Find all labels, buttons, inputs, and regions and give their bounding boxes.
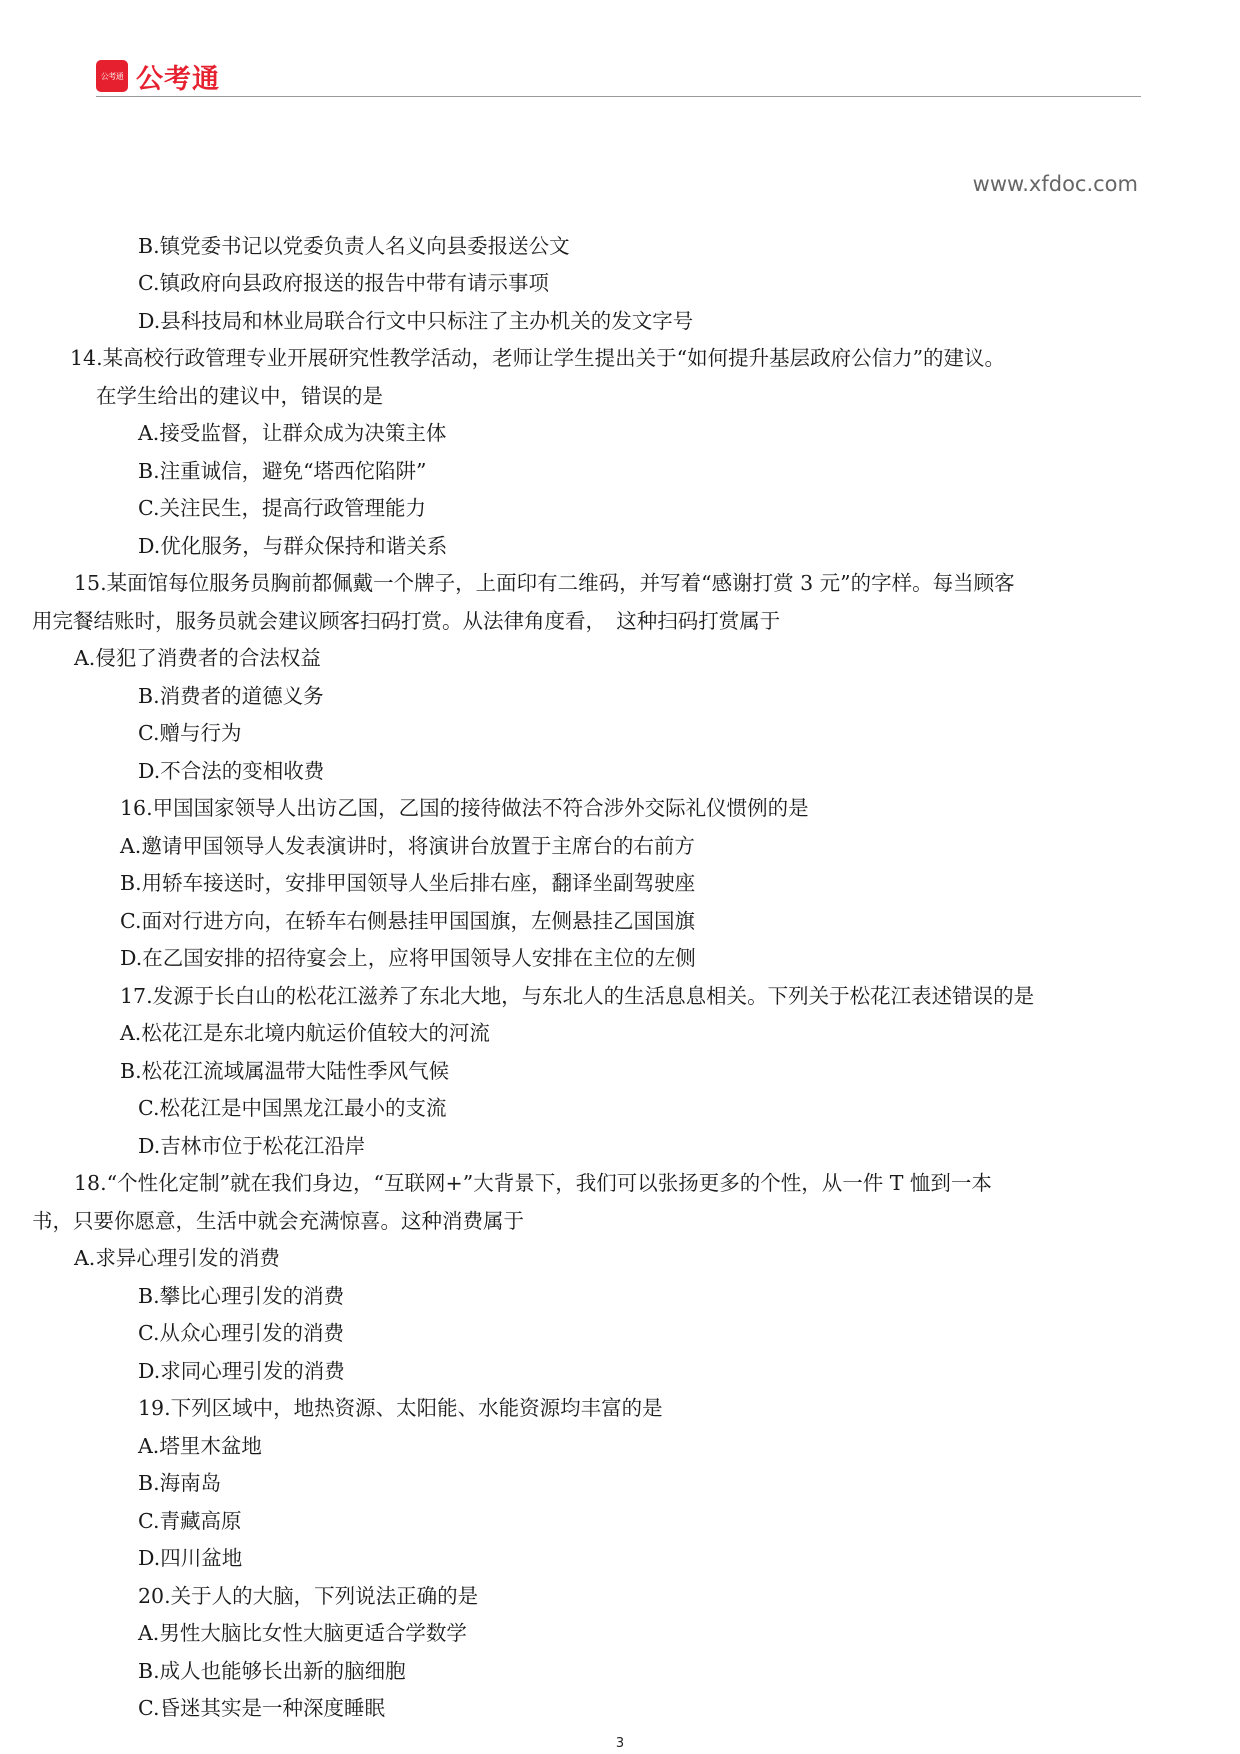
logo-text: 公考通 xyxy=(136,63,220,95)
option-line: D.优化服务，与群众保持和谐关系 xyxy=(138,534,448,558)
question-line: 19.下列区域中，地热资源、太阳能、水能资源均丰富的是 xyxy=(138,1396,663,1420)
question-line: 18.“个性化定制”就在我们身边，“互联网+”大背景下，我们可以张扬更多的个性，从一件 T 恤到一本 xyxy=(74,1171,992,1195)
option-line: A.松花江是东北境内航运价值较大的河流 xyxy=(120,1021,490,1045)
question-line: 20.关于人的大脑，下列说法正确的是 xyxy=(138,1584,479,1608)
option-line: C.青藏高原 xyxy=(138,1509,242,1533)
question-line: 17.发源于长白山的松花江滋养了东北大地，与东北人的生活息息相关。下列关于松花江表述错误的是 xyxy=(120,984,1035,1008)
option-line: D.求同心理引发的消费 xyxy=(138,1359,345,1383)
question-line: 用完餐结账时，服务员就会建议顾客扫码打赏。从法律角度看， 这种扫码打赏属于 xyxy=(32,609,781,633)
question-line: 书，只要你愿意，生活中就会充满惊喜。这种消费属于 xyxy=(32,1209,524,1233)
watermark-url: www.xfdoc.com xyxy=(972,172,1138,196)
option-line: A.接受监督，让群众成为决策主体 xyxy=(138,421,447,445)
option-line: C.松花江是中国黑龙江最小的支流 xyxy=(138,1096,447,1120)
option-line: C.从众心理引发的消费 xyxy=(138,1321,344,1345)
option-line: C.赠与行为 xyxy=(138,721,242,745)
header-logo xyxy=(96,58,220,94)
header-divider xyxy=(96,96,1141,97)
question-line: 在学生给出的建议中，错误的是 xyxy=(96,384,383,408)
option-line: B.注重诚信，避免“塔西佗陷阱” xyxy=(138,459,427,483)
option-line: B.用轿车接送时，安排甲国领导人坐后排右座，翻译坐副驾驶座 xyxy=(120,871,696,895)
option-line: B.海南岛 xyxy=(138,1471,222,1495)
option-line: A.邀请甲国领导人发表演讲时，将演讲台放置于主席台的右前方 xyxy=(120,834,695,858)
option-line: B.攀比心理引发的消费 xyxy=(138,1284,345,1308)
option-line: A.男性大脑比女性大脑更适合学数学 xyxy=(138,1621,467,1645)
option-line: D.吉林市位于松花江沿岸 xyxy=(138,1134,366,1158)
option-line: C.镇政府向县政府报送的报告中带有请示事项 xyxy=(138,271,549,295)
option-line: B.松花江流域属温带大陆性季风气候 xyxy=(120,1059,450,1083)
option-line: C.面对行进方向，在轿车右侧悬挂甲国国旗，左侧悬挂乙国国旗 xyxy=(120,909,695,933)
question-line: 14.某高校行政管理专业开展研究性教学活动，老师让学生提出关于“如何提升基层政府公信力”的建议。 xyxy=(70,346,1006,370)
option-line: C.关注民生，提高行政管理能力 xyxy=(138,496,426,520)
option-line: A.塔里木盆地 xyxy=(138,1434,262,1458)
option-line: A.求异心理引发的消费 xyxy=(74,1246,280,1270)
option-line: D.县科技局和林业局联合行文中只标注了主办机关的发文字号 xyxy=(138,309,694,333)
option-line: B.镇党委书记以党委负责人名义向县委报送公文 xyxy=(138,234,570,258)
option-line: B.成人也能够长出新的脑细胞 xyxy=(138,1659,406,1683)
option-line: A.侵犯了消费者的合法权益 xyxy=(74,646,321,670)
option-line: D.不合法的变相收费 xyxy=(138,759,325,783)
option-line: D.在乙国安排的招待宴会上，应将甲国领导人安排在主位的左侧 xyxy=(120,946,696,970)
question-line: 16.甲国国家领导人出访乙国，乙国的接待做法不符合涉外交际礼仪惯例的是 xyxy=(120,796,809,820)
logo-badge: 公考通 xyxy=(96,60,128,92)
option-line: B.消费者的道德义务 xyxy=(138,684,324,708)
page-number: 3 xyxy=(615,1736,625,1751)
option-line: D.四川盆地 xyxy=(138,1546,243,1570)
option-line: C.昏迷其实是一种深度睡眠 xyxy=(138,1696,385,1720)
question-line: 15.某面馆每位服务员胸前都佩戴一个牌子，上面印有二维码，并写着“感谢打赏 3 元”的字样。每当顾客 xyxy=(74,571,1015,595)
